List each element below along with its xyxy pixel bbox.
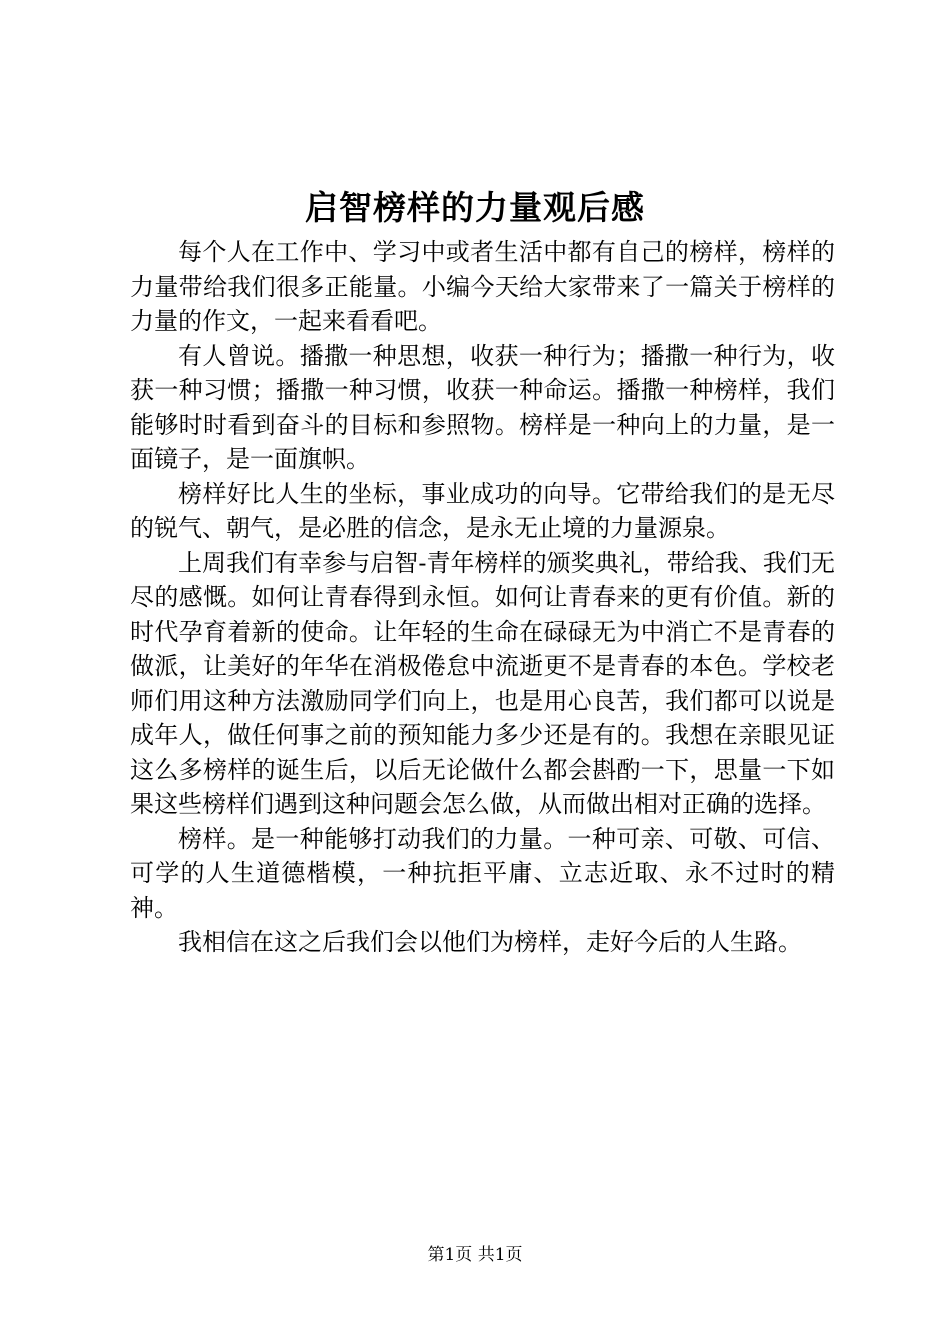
paragraph-3: 榜样好比人生的坐标，事业成功的向导。它带给我们的是无尽的锐气、朝气，是必胜的信念，是永无止境的力量源泉。: [130, 479, 835, 542]
page-footer: 第1页 共1页: [427, 1245, 523, 1265]
paragraph-2: 有人曾说。播撒一种思想，收获一种行为；播撒一种行为，收获一种习惯；播撒一种习惯，收获一种命运。播撒一种榜样，我们能够时时看到奋斗的目标和参照物。榜样是一种向上的力量，是一面镜子，是一面旗帜。: [130, 341, 835, 473]
document-body: [130, 235, 835, 960]
paragraph-1: 每个人在工作中、学习中或者生活中都有自己的榜样，榜样的力量带给我们很多正能量。小编今天给大家带来了一篇关于榜样的力量的作文，一起来看看吧。: [130, 238, 835, 335]
paragraph-4: 上周我们有幸参与启智-青年榜样的颁奖典礼，带给我、我们无尽的感慨。如何让青春得到永恒。如何让青春来的更有价值。新的时代孕育着新的使命。让年轻的生命在碌碌无为中消亡不是青春的做派，让美好的年华在消极倦怠中流逝更不是青春的本色。学校老师们用这种方法激励同学们向上，也是用心良苦，我们都可以说是成年人，做任何事之前的预知能力多少还是有的。我想在亲眼见证这么多榜样的诞生后，以后无论做什么都会斟酌一下，思量一下如果这些榜样们遇到这种问题会怎么做，从而做出相对正确的选择。: [130, 548, 835, 818]
paragraph-6: 我相信在这之后我们会以他们为榜样，走好今后的人生路。: [178, 928, 802, 956]
document-title: 启智榜样的力量观后感: [305, 188, 645, 227]
paragraph-5: 榜样。是一种能够打动我们的力量。一种可亲、可敬、可信、可学的人生道德楷模，一种抗拒平庸、立志近取、永不过时的精神。: [130, 824, 835, 922]
